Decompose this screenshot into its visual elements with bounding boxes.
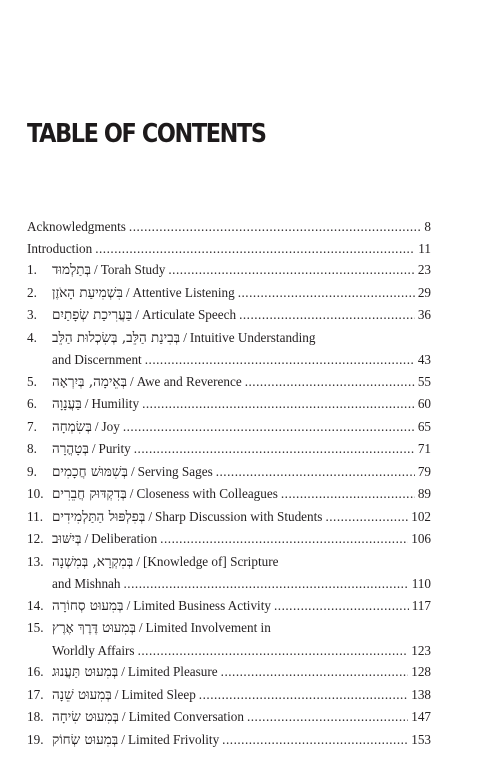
leader-dots (238, 282, 415, 304)
hebrew-title: בְּאֵימָה, בְּיִרְאָה (52, 373, 128, 390)
toc-row-chapter[interactable] (27, 371, 431, 394)
english-title: Limited Conversation (128, 709, 244, 724)
hebrew-title: בְּמִעוּט תַּעֲנוּג (52, 664, 119, 680)
title-separator: / (84, 396, 89, 411)
hebrew-title: בְּמִקְרָא, בְּמִשְׁנָה (52, 553, 134, 570)
leader-dots (142, 393, 415, 415)
leader-dots (281, 483, 415, 505)
toc-row-chapter[interactable] (27, 304, 431, 327)
english-title: Closeness with Colleagues (136, 486, 278, 501)
hebrew-title: בְּמִעוּט שִׂיחָה (52, 709, 119, 725)
toc-entry (27, 528, 431, 551)
english-title: Torah Study (100, 262, 166, 277)
toc-page: 60 (417, 396, 431, 411)
toc-row-chapter[interactable] (27, 595, 431, 618)
toc-page: 89 (417, 486, 431, 501)
leader-dots (245, 371, 415, 393)
toc-entry (27, 483, 431, 506)
title-separator: / (130, 373, 134, 389)
leader-dots (129, 216, 422, 238)
toc-page: 102 (411, 508, 431, 524)
english-title: Limited Involvement in (145, 620, 271, 635)
title-separator: / (130, 463, 135, 479)
hebrew-title: בְּמִעוּט שְׂחוֹק (52, 731, 119, 748)
toc-entry (27, 371, 431, 394)
toc-line (27, 573, 431, 595)
hebrew-title: בְּטָהֳרָה (52, 441, 89, 457)
chapter-number: 13. (27, 553, 44, 569)
toc-page: 71 (417, 441, 431, 456)
leader-dots (221, 661, 409, 683)
page-title: TABLE OF CONTENTS (27, 119, 266, 149)
title-separator: / (84, 531, 89, 546)
leader-dots (222, 729, 408, 751)
english-title: [Knowledge of] Scripture (142, 553, 279, 569)
english-title: Articulate Speech (141, 307, 237, 322)
hebrew-title: בְּדִקְדּוּק חֲבֵרִים (52, 486, 127, 502)
title-separator: / (91, 441, 96, 456)
leader-dots (216, 461, 415, 483)
leader-dots (124, 573, 409, 595)
chapter-number: 6. (27, 396, 37, 411)
toc-entry (27, 729, 431, 752)
hebrew-title: בְּמִעוּט שֵׁנָה (52, 686, 112, 703)
hebrew-title: בַּעֲרִיכַת שְׂפָתַיִם (52, 307, 133, 323)
english-title: Joy (101, 418, 120, 434)
hebrew-title: בְּתַלְמוּד (52, 262, 92, 278)
toc-line (27, 617, 431, 640)
chapter-number: 9. (27, 463, 37, 479)
title-separator: / (121, 664, 125, 679)
english-title: Attentive Listening (132, 284, 235, 300)
hebrew-title: בַּעֲנָוָה (52, 396, 82, 412)
toc-page: 128 (411, 664, 431, 679)
chapter-number: 4. (27, 329, 37, 345)
toc-entry (27, 238, 431, 260)
chapter-number: 7. (27, 418, 37, 434)
hebrew-title: בְּמִעוּט דֶּרֶךְ אֶרֶץ (52, 620, 136, 636)
toc-row-chapter[interactable] (27, 416, 431, 439)
toc-row-chapter[interactable] (27, 393, 431, 416)
chapter-number: 17. (27, 686, 44, 702)
leader-dots (325, 506, 408, 528)
english-title: Limited Sleep (121, 686, 196, 702)
toc-entry (27, 684, 431, 707)
leader-dots (160, 528, 408, 550)
english-title-continued: and Discernment (52, 352, 142, 367)
toc-row-acknowledgments[interactable] (27, 216, 431, 238)
toc-page: 138 (411, 686, 431, 702)
toc-line (27, 327, 431, 350)
toc-entry (27, 461, 431, 484)
chapter-number: 15. (27, 620, 44, 635)
title-separator: / (136, 553, 140, 569)
leader-dots (247, 706, 408, 728)
toc-row-chapter[interactable] (27, 661, 431, 684)
toc-row-chapter[interactable] (27, 506, 431, 529)
hebrew-title: בְּשִׁמּוּשׁ חֲכָמִים (52, 463, 128, 480)
leader-dots (239, 304, 415, 326)
toc-row-chapter[interactable] (27, 551, 431, 595)
toc-page: 23 (417, 262, 431, 277)
english-title-continued: Worldly Affairs (52, 642, 135, 658)
toc-row-chapter[interactable] (27, 528, 431, 551)
toc-page: 110 (411, 576, 431, 591)
toc-page: 43 (417, 352, 431, 367)
toc-page: 36 (417, 307, 431, 322)
toc-page: 153 (411, 731, 431, 747)
english-title: Limited Pleasure (127, 664, 218, 679)
toc-row-chapter[interactable] (27, 259, 431, 282)
toc-entry (27, 706, 431, 729)
leader-dots (274, 595, 409, 617)
toc-page: 55 (417, 373, 431, 389)
toc-line (27, 551, 431, 574)
title-separator: / (94, 262, 98, 277)
english-title-continued: and Mishnah (52, 576, 121, 591)
leader-dots (145, 349, 415, 371)
toc-row-chapter[interactable] (27, 327, 431, 371)
hebrew-title: בְּפִלְפּוּל הַתַּלְמִידִים (52, 508, 146, 525)
toc-entry (27, 661, 431, 684)
title-separator: / (121, 731, 125, 747)
title-separator: / (94, 418, 99, 434)
toc-label: Acknowledgments (27, 219, 126, 234)
english-title: Serving Sages (137, 463, 213, 479)
toc-entry (27, 595, 431, 618)
toc-entry (27, 259, 431, 282)
toc-row-chapter[interactable] (27, 706, 431, 729)
toc-page: 147 (411, 709, 431, 724)
english-title: Awe and Reverence (136, 373, 242, 389)
title-separator: / (129, 486, 134, 501)
toc-row-chapter[interactable] (27, 617, 431, 661)
leader-dots (168, 259, 414, 281)
title-separator: / (148, 508, 153, 524)
english-title: Purity (98, 441, 131, 456)
toc-entry (27, 506, 431, 529)
toc-line (27, 640, 431, 662)
title-separator: / (114, 686, 119, 702)
toc-entry (27, 282, 431, 305)
leader-dots (134, 438, 415, 460)
toc-page: 123 (411, 642, 431, 658)
title-separator: / (135, 307, 139, 322)
toc-row-chapter[interactable] (27, 438, 431, 461)
title-separator: / (138, 620, 143, 635)
chapter-number: 11. (27, 508, 43, 524)
hebrew-title: בְּיִשּׁוּב (52, 531, 82, 547)
english-title: Limited Business Activity (133, 597, 271, 613)
hebrew-title: בְּשִׂמְחָה (52, 418, 92, 435)
chapter-number: 5. (27, 373, 37, 389)
title-separator: / (126, 597, 131, 613)
toc-row-chapter[interactable] (27, 729, 431, 752)
toc-row-chapter[interactable] (27, 461, 431, 484)
english-title: Intuitive Understanding (189, 329, 316, 345)
title-separator: / (121, 709, 126, 724)
chapter-number: 12. (27, 531, 44, 546)
leader-dots (199, 684, 408, 706)
toc-list (27, 216, 431, 751)
chapter-number: 19. (27, 731, 44, 747)
toc-page: 117 (411, 597, 431, 613)
english-title: Deliberation (91, 531, 158, 546)
chapter-number: 16. (27, 664, 44, 679)
toc-page: 11 (418, 240, 431, 256)
leader-dots (138, 640, 409, 662)
toc-entry (27, 393, 431, 416)
chapter-number: 1. (27, 262, 37, 277)
chapter-number: 2. (27, 284, 37, 300)
chapter-number: 3. (27, 307, 37, 322)
toc-page: 8 (424, 219, 431, 234)
chapter-number: 14. (27, 597, 44, 613)
chapter-number: 18. (27, 709, 44, 724)
toc-page: 29 (417, 284, 431, 300)
toc-page: 106 (411, 531, 431, 546)
toc-page: 79 (417, 463, 431, 479)
toc-entry (27, 416, 431, 439)
chapter-number: 10. (27, 486, 44, 501)
toc-entry (27, 438, 431, 461)
hebrew-title: בְּבִינַת הַלֵּב, בְּשִׂכְלוּת הַלֵּב (52, 329, 181, 346)
toc-row-introduction[interactable] (27, 238, 431, 260)
toc-row-chapter[interactable] (27, 483, 431, 506)
leader-dots (123, 416, 415, 438)
toc-label: Introduction (27, 240, 93, 256)
english-title: Sharp Discussion with Students (155, 508, 323, 524)
title-separator: / (183, 329, 187, 345)
toc-entry (27, 304, 431, 327)
english-title: Humility (91, 396, 140, 411)
toc-row-chapter[interactable] (27, 684, 431, 707)
leader-dots (95, 238, 415, 260)
hebrew-title: בְּמִעוּט סְחוֹרָה (52, 597, 124, 614)
toc-page: 65 (417, 418, 431, 434)
chapter-number: 8. (27, 441, 37, 456)
title-separator: / (125, 284, 130, 300)
hebrew-title: בִּשְׁמִיעַת הָאֹזֶן (52, 284, 123, 301)
english-title: Limited Frivolity (127, 731, 220, 747)
toc-row-chapter[interactable] (27, 282, 431, 305)
toc-line (27, 349, 431, 371)
toc-entry (27, 216, 431, 238)
